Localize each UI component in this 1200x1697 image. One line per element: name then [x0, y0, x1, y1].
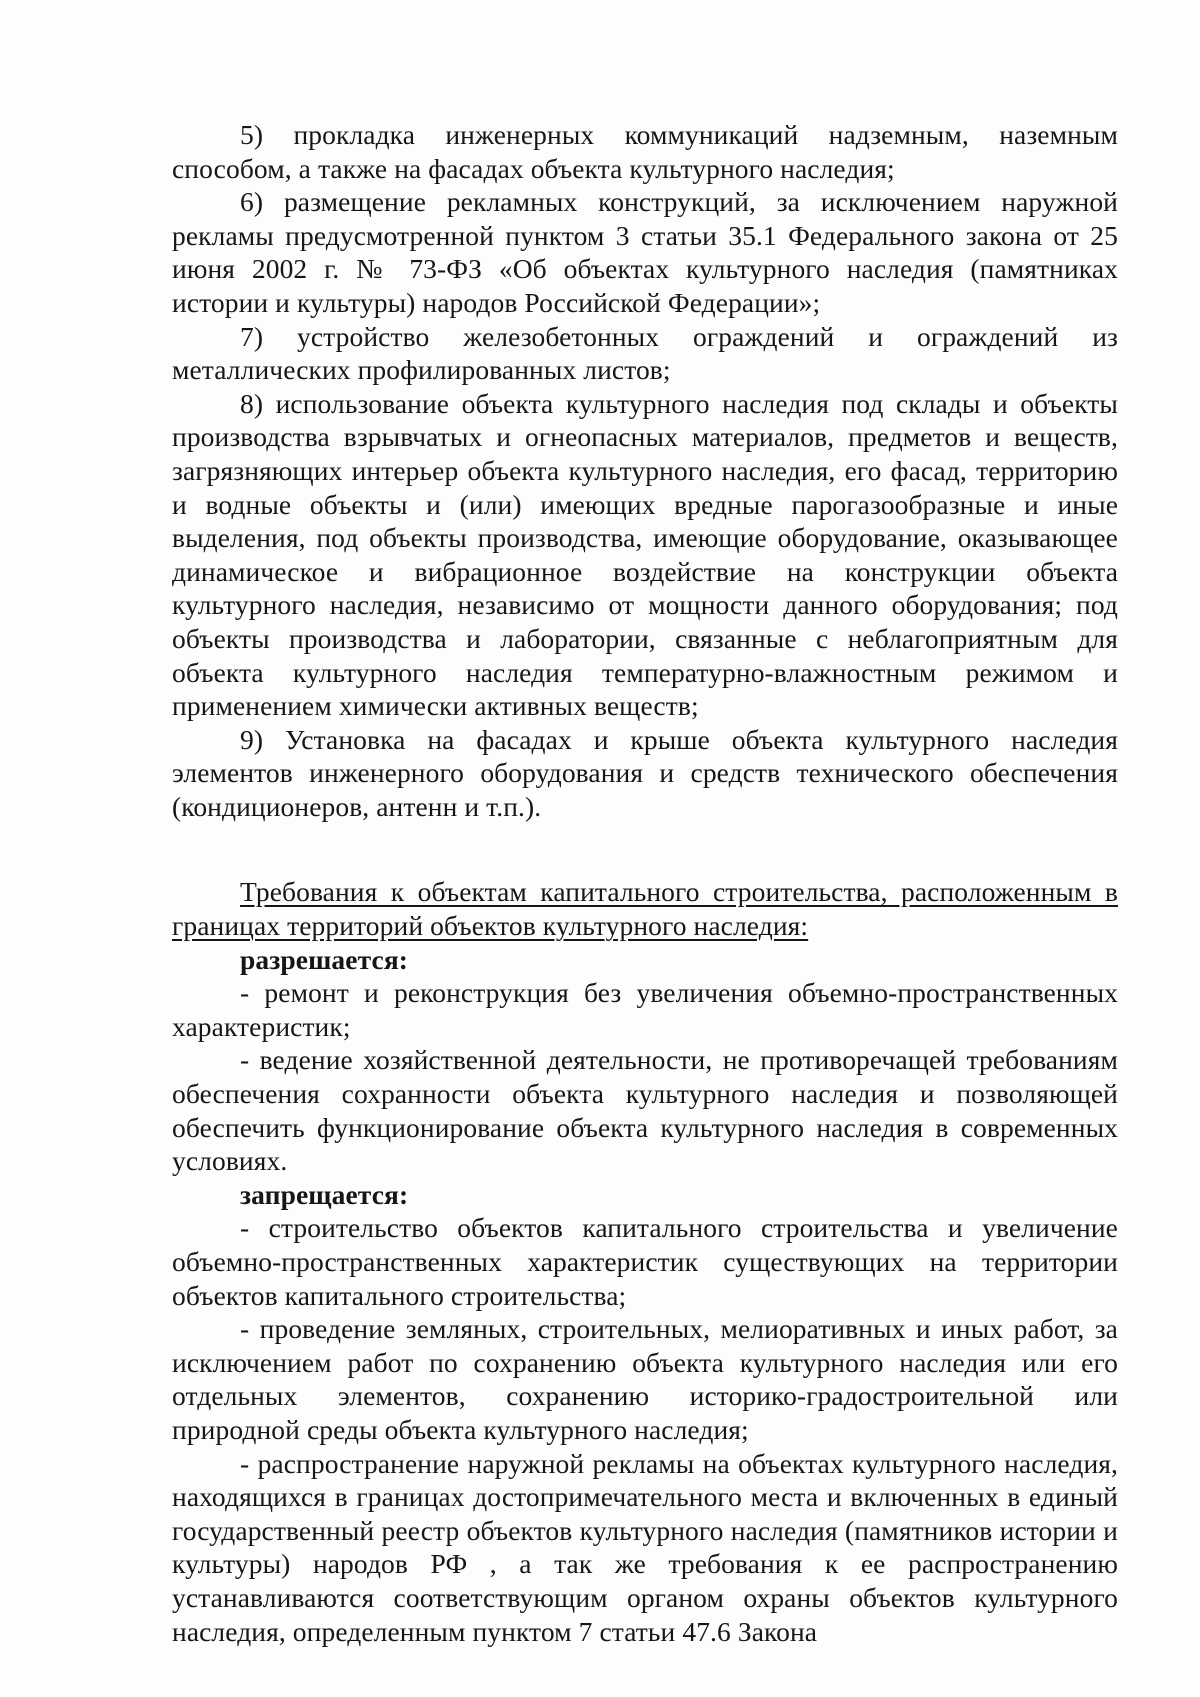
prohibited-item: - распространение наружной рекламы на объектах культурного наследия, находящихся в границах достопримечательного места и включенных в единый государственный реестр объектов культурного наследия (памятников истории и культуры) народов РФ , а так же требования к ее распространению устанавливаются соответствующим органом охраны объектов культурного наследия, определенным пунктом 7 статьи 47.6 Закона	[172, 1447, 1118, 1647]
item-6-paragraph: 6) размещение рекламных конструкций, за исключением наружной рекламы предусмотренной пунктом 3 статьи 35.1 Федерального закона от 25 июня 2002 г. № 73-ФЗ «Об объектах культурного наследия (памятниках истории и культуры) народов Российской Федерации»;	[172, 186, 1118, 318]
item-8-paragraph: 8) использование объекта культурного наследия под склады и объекты производства взрывчатых и огнеопасных материалов, предметов и веществ, загрязняющих интерьер объекта культурного наследия, его фасад, территорию и водные объекты и (или) имеющих вредные парогазообразные и иные выделения, под объекты производства, имеющие оборудование, оказывающее динамическое и вибрационное воздействие на конструкции объекта культурного наследия, независимо от мощности данного оборудования; под объекты производства и лаборатории, связанные с неблагоприятным для объекта культурного наследия температурно-влажностным режимом и применением химически активных веществ;	[172, 387, 1118, 722]
prohibited-item: - строительство объектов капитального строительства и увеличение объемно-пространственных характеристик существующих на территории объектов капитального строительства;	[172, 1212, 1118, 1311]
item-7-paragraph: 7) устройство железобетонных ограждений и ограждений из металлических профилированных листов;	[172, 320, 1118, 386]
prohibited-item: - проведение земляных, строительных, мелиоративных и иных работ, за исключением работ по сохранению объекта культурного наследия или его отдельных элементов, сохранению историко-градостроительной или природной среды объекта культурного наследия;	[172, 1313, 1118, 1445]
prohibited-label: запрещается:	[240, 1178, 409, 1210]
allowed-label: разрешается:	[240, 943, 409, 975]
allowed-item: - ремонт и реконструкция без увеличения объемно-пространственных характеристик;	[172, 977, 1118, 1042]
allowed-item: - ведение хозяйственной деятельности, не противоречащей требованиям обеспечения сохранности объекта культурного наследия и позволяющей обеспечить функционирование объекта культурного наследия в современных условиях.	[172, 1044, 1118, 1177]
section-heading: Требования к объектам капитального строительства, расположенным в границах территорий объектов культурного наследия:	[172, 876, 1118, 942]
item-5-paragraph: 5) прокладка инженерных коммуникаций надземным, наземным способом, а также на фасадах объекта культурного наследия;	[172, 119, 1118, 184]
document-body	[172, 118, 1118, 1648]
item-9-paragraph: 9) Установка на фасадах и крыше объекта культурного наследия элементов инженерного оборудования и средств технического обеспечения (кондиционеров, антенн и т.п.).	[172, 723, 1118, 822]
